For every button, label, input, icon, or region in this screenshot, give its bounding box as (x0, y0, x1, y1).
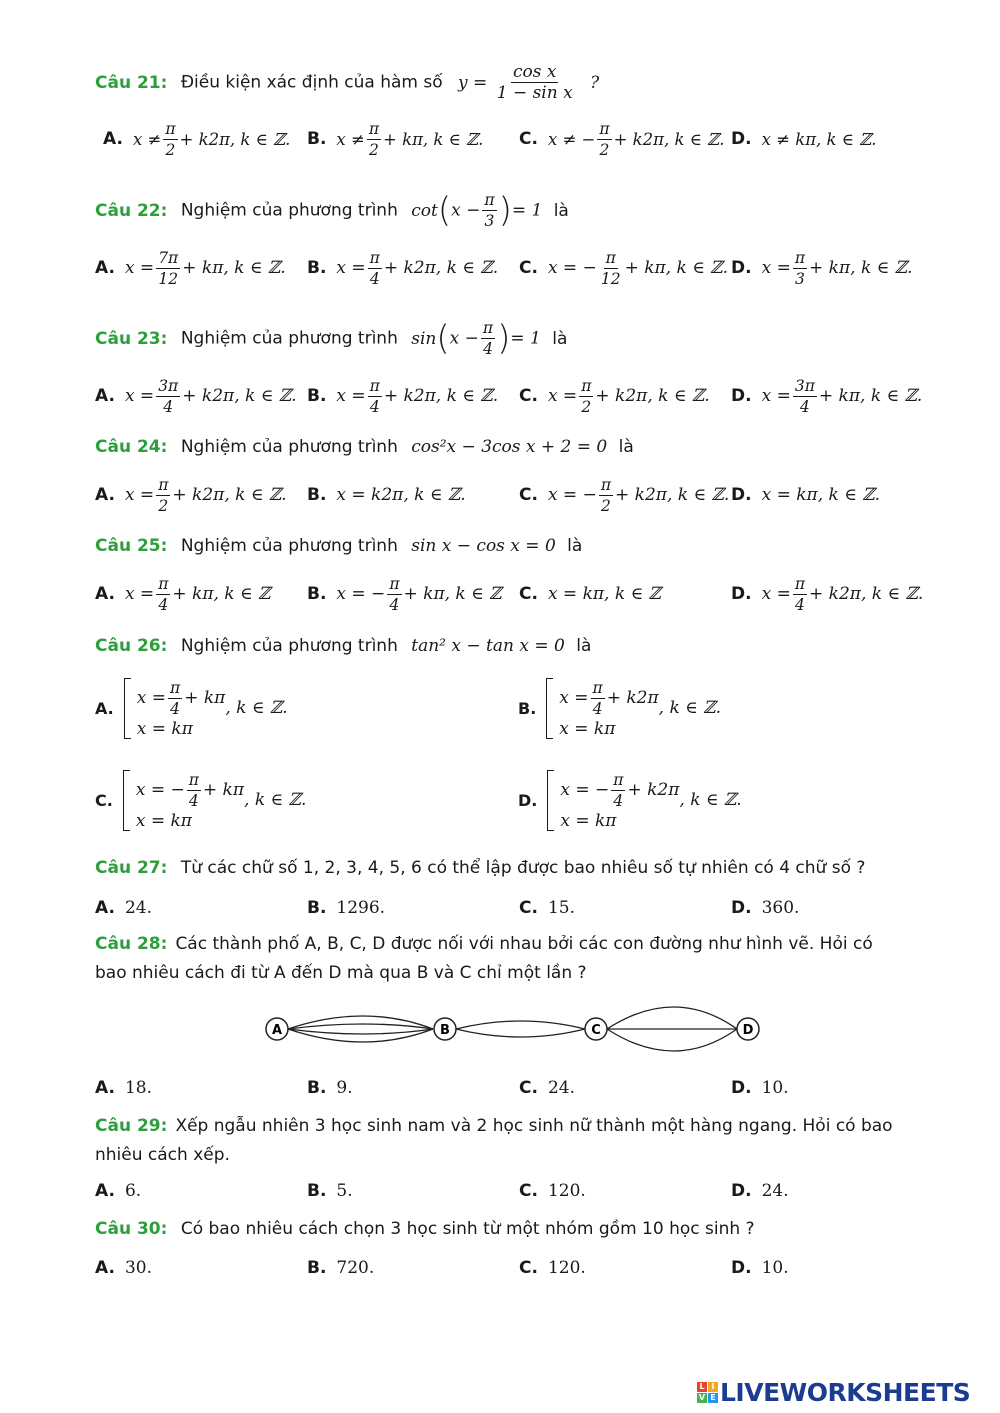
city-node-d (737, 1018, 759, 1040)
question-24: Câu 24: Nghiệm của phương trình cos²x − 3cos x + 2 = 0 là (95, 437, 634, 457)
option-d[interactable]: D. 24. (731, 1181, 789, 1201)
answer-row-30 (95, 1243, 935, 1293)
option-d[interactable]: D. x = $\frac{3\pi}{4}$ + kπ, k ∈ ℤ. (731, 376, 923, 416)
option-d[interactable]: D. 10. (731, 1078, 789, 1098)
option-a[interactable]: A. 24. (95, 898, 152, 918)
option-c[interactable]: C. 15. (519, 898, 575, 918)
option-c[interactable]: C. x = − $\frac{\pi}{2}$ + k2π, k ∈ ℤ. (519, 475, 730, 515)
road-a-b-2 (288, 1024, 433, 1029)
road-c-d-3 (607, 1029, 737, 1051)
road-b-c-1 (456, 1021, 585, 1029)
function-lhs: y = (458, 72, 488, 93)
option-b[interactable]: B. 9. (307, 1078, 353, 1098)
city-node-a (266, 1018, 288, 1040)
question-text: Có bao nhiêu cách chọn 3 học sinh từ một nhóm gồm 10 học sinh ? (180, 1219, 755, 1239)
option-c[interactable]: C. x ≠ − $\frac{\pi}{2}$ + k2π, k ∈ ℤ. (519, 119, 725, 159)
function-fraction: $\frac{\text{cos x}}{\text{1 − sin x}}$ (496, 62, 573, 103)
liveworksheets-logo (697, 1378, 970, 1407)
option-a[interactable]: A. x = $\frac{7\pi}{12}$ + kπ, k ∈ ℤ. (95, 248, 286, 288)
city-node-c (585, 1018, 607, 1040)
option-a[interactable]: A. 18. (95, 1078, 152, 1098)
svg-text:B: B (440, 1023, 450, 1038)
question-number: Câu 21: (95, 72, 168, 93)
question-23: Câu 23: Nghiệm của phương trình sin(x − $\frac{\pi}{4}$ )= 1 là (95, 318, 568, 359)
question-number: Câu 25: (95, 536, 168, 556)
answer-row-25 (95, 569, 935, 619)
question-number: Câu 24: (95, 437, 168, 457)
question-29 (95, 1112, 925, 1170)
answer-row-24 (95, 470, 935, 520)
svg-text:C: C (591, 1023, 601, 1038)
option-b[interactable]: B. x = k2π, k ∈ ℤ. (307, 485, 466, 505)
option-d[interactable]: D. x = $\frac{\pi}{4}$ + k2π, k ∈ ℤ. (731, 574, 924, 614)
question-text: Nghiệm của phương trình (180, 328, 398, 349)
option-b[interactable]: B. x ≠ $\frac{\pi}{2}$ + kπ, k ∈ ℤ. (307, 119, 484, 159)
question-30 (95, 1217, 755, 1241)
city-node-b (434, 1018, 456, 1040)
question-number: Câu 28: (95, 934, 168, 954)
question-text: Nghiệm của phương trình (180, 636, 398, 656)
question-text: Điều kiện xác định của hàm số (180, 72, 443, 93)
option-a[interactable]: A. x ≠ $\frac{\pi}{2}$ + k2π, k ∈ ℤ. (103, 119, 291, 159)
road-a-b-3 (288, 1029, 433, 1034)
question-text-continued: nhiêu cách xếp. (95, 1145, 230, 1165)
question-text: Các thành phố A, B, C, D được nối với nhau bởi các con đường như hình vẽ. Hỏi có (175, 934, 873, 954)
option-c[interactable]: C. 120. (519, 1258, 586, 1278)
question-28 (95, 930, 925, 988)
option-a[interactable]: A. x = $\frac{\pi}{4}$ + kπ, k ∈ ℤ (95, 574, 271, 614)
option-c[interactable]: C. 120. (519, 1181, 586, 1201)
question-text: Xếp ngẫu nhiên 3 học sinh nam và 2 học sinh nữ thành một hàng ngang. Hỏi có bao (175, 1116, 893, 1136)
svg-text:A: A (271, 1023, 283, 1038)
question-number: Câu 22: (95, 200, 168, 221)
question-text: Nghiệm của phương trình (180, 536, 398, 556)
question-text: Nghiệm của phương trình (180, 200, 398, 221)
question-21: Câu 21: Điều kiện xác định của hàm số y = $\frac{\text{cos x}}{\text{1 − sin x}}$ ? (95, 62, 600, 103)
option-b[interactable]: B. x = $\frac{\pi}{4}$ + k2π x = kπ , k ∈ ℤ. (518, 678, 721, 739)
option-d[interactable]: D. x = kπ, k ∈ ℤ. (731, 485, 881, 505)
answer-row-27 (95, 883, 935, 933)
option-a[interactable]: A. x = $\frac{3\pi}{4}$ + k2π, k ∈ ℤ. (95, 376, 297, 416)
option-d[interactable]: D. 10. (731, 1258, 789, 1278)
option-a[interactable]: A. x = $\frac{\pi}{4}$ + kπ x = kπ , k ∈ ℤ. (95, 678, 288, 739)
option-a[interactable]: A. x = $\frac{\pi}{2}$ + k2π, k ∈ ℤ. (95, 475, 287, 515)
question-text: Từ các chữ số 1, 2, 3, 4, 5, 6 có thể lập được bao nhiêu số tự nhiên có 4 chữ số ? (180, 858, 866, 878)
option-d[interactable]: D. x = − $\frac{\pi}{4}$ + k2π x = kπ , k ∈ ℤ. (518, 770, 742, 831)
question-number: Câu 30: (95, 1219, 168, 1239)
option-d[interactable]: D. 360. (731, 898, 800, 918)
route-diagram (255, 1000, 775, 1060)
svg-text:D: D (742, 1023, 754, 1038)
option-c[interactable]: C. x = kπ, k ∈ ℤ (519, 584, 661, 604)
equation: tan² x − tan x = 0 (411, 636, 565, 656)
question-text: Nghiệm của phương trình (180, 437, 398, 457)
option-b[interactable]: B. 720. (307, 1258, 375, 1278)
question-25: Câu 25: Nghiệm của phương trình sin x − cos x = 0 là (95, 536, 583, 556)
question-number: Câu 23: (95, 328, 168, 349)
question-number: Câu 27: (95, 858, 168, 878)
option-c[interactable]: C. x = $\frac{\pi}{2}$ + k2π, k ∈ ℤ. (519, 376, 710, 416)
answer-row-29 (95, 1166, 935, 1216)
answer-row-28 (95, 1063, 935, 1113)
option-a[interactable]: A. 6. (95, 1181, 142, 1201)
option-b[interactable]: B. 1296. (307, 898, 386, 918)
question-text-continued: bao nhiêu cách đi từ A đến D mà qua B và C chỉ một lần ? (95, 963, 587, 983)
option-b[interactable]: B. 5. (307, 1181, 353, 1201)
option-a[interactable]: A. 30. (95, 1258, 152, 1278)
equation: cos²x − 3cos x + 2 = 0 (411, 437, 608, 457)
road-b-c-2 (456, 1029, 585, 1037)
option-c[interactable]: C. x = − $\frac{\pi}{12}$ + kπ, k ∈ ℤ. (519, 248, 728, 288)
option-b[interactable]: B. x = $\frac{\pi}{4}$ + k2π, k ∈ ℤ. (307, 248, 499, 288)
question-27 (95, 856, 865, 880)
logo-mark-icon: L I V E (697, 1382, 718, 1403)
question-number: Câu 26: (95, 636, 168, 656)
option-b[interactable]: B. x = $\frac{\pi}{4}$ + k2π, k ∈ ℤ. (307, 376, 499, 416)
road-c-d-1 (607, 1007, 737, 1029)
question-26: Câu 26: Nghiệm của phương trình tan² x − tan x = 0 là (95, 636, 592, 656)
option-d[interactable]: D. x = $\frac{\pi}{3}$ + kπ, k ∈ ℤ. (731, 248, 913, 288)
question-number: Câu 29: (95, 1116, 168, 1136)
option-c[interactable]: C. x = − $\frac{\pi}{4}$ + kπ x = kπ , k ∈ ℤ. (95, 770, 307, 831)
question-22: Câu 22: Nghiệm của phương trình cot(x − $\frac{\pi}{3}$ )= 1 là (95, 190, 569, 231)
equation: sin x − cos x = 0 (411, 536, 556, 556)
answer-row-21 (95, 114, 935, 164)
option-c[interactable]: C. 24. (519, 1078, 575, 1098)
option-b[interactable]: B. x = − $\frac{\pi}{4}$ + kπ, k ∈ ℤ (307, 574, 502, 614)
logo-text: LIVEWORKSHEETS (720, 1378, 971, 1407)
answer-row-22 (95, 243, 935, 293)
option-d[interactable]: D. x ≠ kπ, k ∈ ℤ. (731, 129, 877, 149)
answer-row-23 (95, 371, 935, 421)
